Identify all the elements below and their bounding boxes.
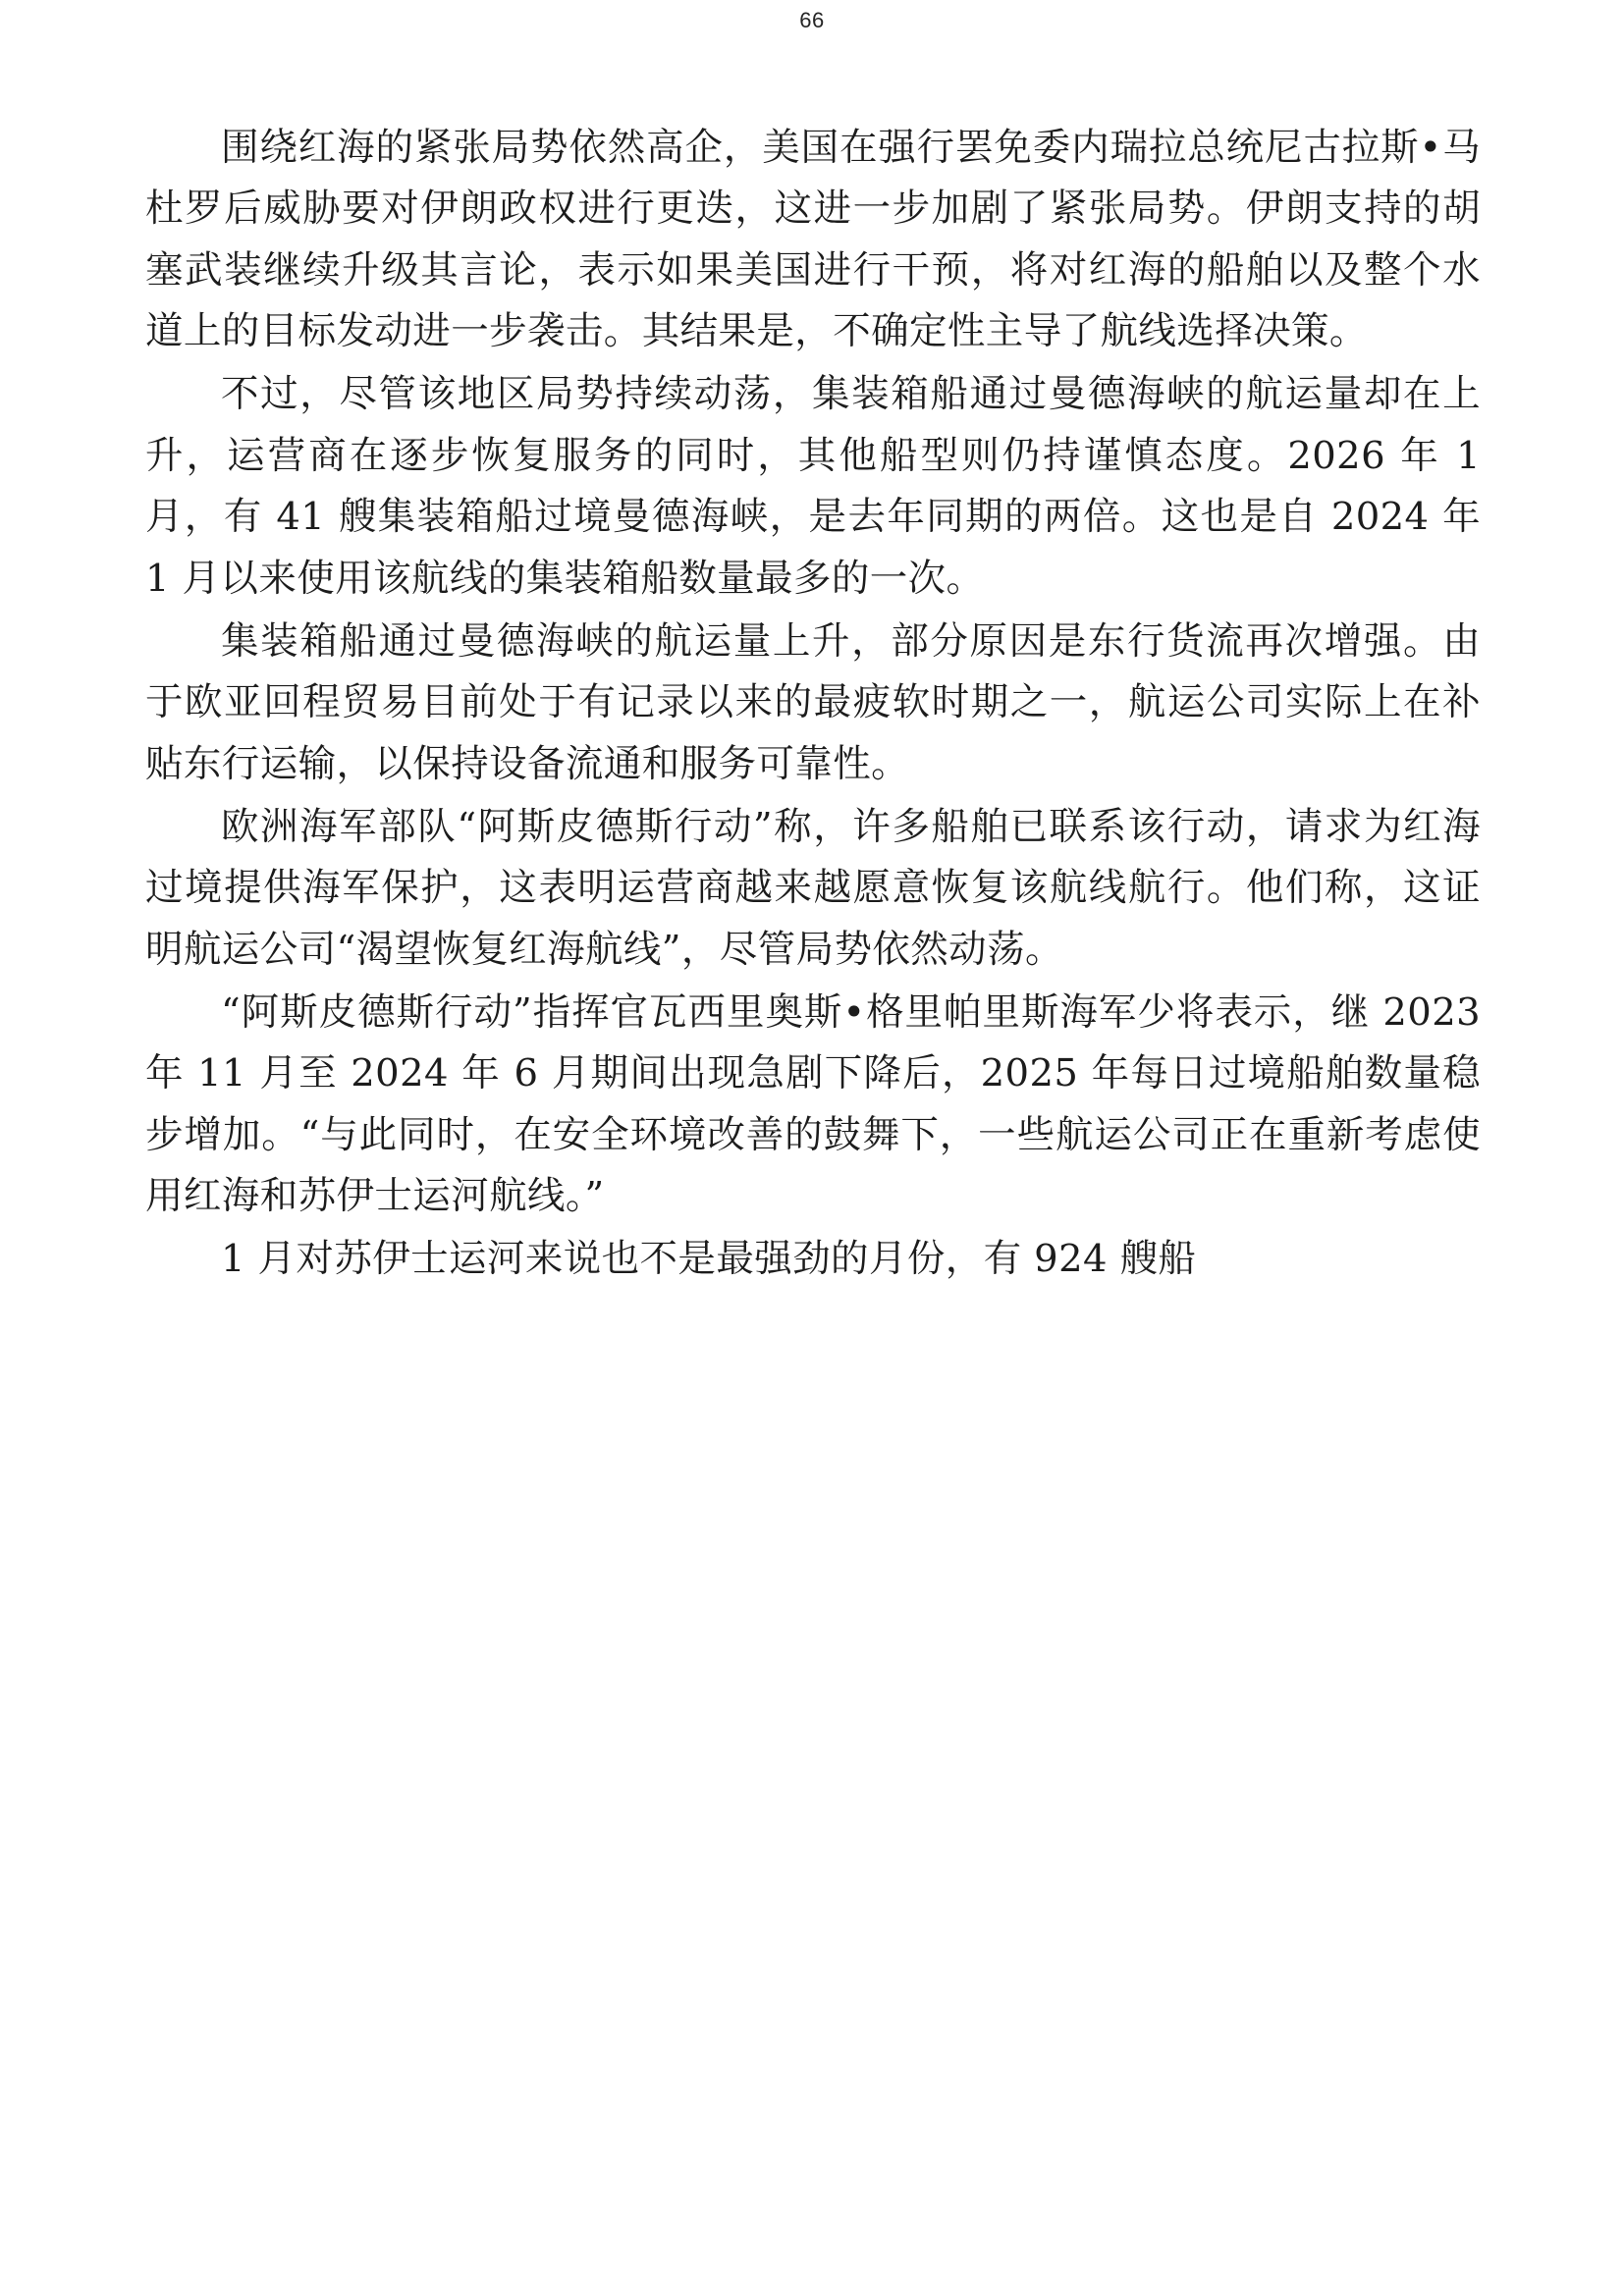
page-number: 66 xyxy=(799,8,825,32)
paragraph: 围绕红海的紧张局势依然高企，美国在强行罢免委内瑞拉总统尼古拉斯•马杜罗后威胁要对伊朗政权进行更迭，这进一步加剧了紧张局势。伊朗支持的胡塞武装继续升级其言论，表示如果美国进行干预，将对红海的船舶以及整个水道上的目标发动进一步袭击。其结果是，不确定性主导了航线选择决策。 xyxy=(145,126,1481,354)
paragraph: “阿斯皮德斯行动”指挥官瓦西里奥斯•格里帕里斯海军少将表示，继 2023 年 11 月至 2024 年 6 月期间出现急剧下降后，2025 年每日过境船舶数量稳步增加。“与此同时，在安全环境改善的鼓舞下，一些航运公司正在重新考虑使用红海和苏伊士运河航线。” xyxy=(145,990,1481,1219)
paragraph: 集装箱船通过曼德海峡的航运量上升，部分原因是东行货流再次增强。由于欧亚回程贸易目前处于有记录以来的最疲软时期之一，航运公司实际上在补贴东行运输，以保持设备流通和服务可靠性。 xyxy=(145,618,1481,786)
document-body xyxy=(145,118,1481,1291)
paragraph: 不过，尽管该地区局势持续动荡，集装箱船通过曼德海峡的航运量却在上升，运营商在逐步恢复服务的同时，其他船型则仍持谨慎态度。2026 年 1 月，有 41 艘集装箱船过境曼德海峡，是去年同期的两倍。这也是自 2024 年 1 月以来使用该航线的集装箱船数量最多的一次。 xyxy=(145,372,1481,601)
paragraph: 1 月对苏伊士运河来说也不是最强劲的月份，有 924 艘船 xyxy=(221,1237,1197,1282)
paragraph: 欧洲海军部队“阿斯皮德斯行动”称，许多船舶已联系该行动，请求为红海过境提供海军保护，这表明运营商越来越愿意恢复该航线航行。他们称，这证明航运公司“渴望恢复红海航线”，尽管局势依然动荡。 xyxy=(145,804,1481,972)
